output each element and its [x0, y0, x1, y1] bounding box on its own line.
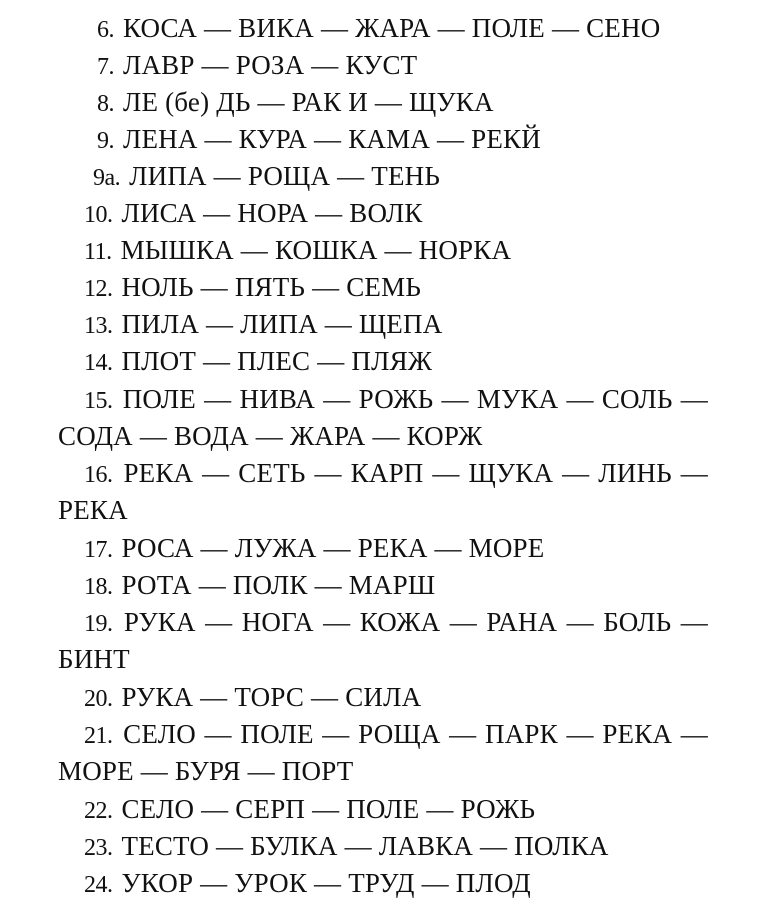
item-words: РОСА — ЛУЖА — РЕКА — МОРЕ: [121, 533, 545, 563]
item-number: 15.: [84, 388, 113, 414]
item-number: 23.: [84, 835, 113, 861]
item-words: НОЛЬ — ПЯТЬ — СЕМЬ: [121, 272, 422, 302]
item-number: 7.: [97, 54, 114, 80]
list-item-continuation: БИНТ: [58, 644, 130, 674]
list-item-continuation: СОДА — ВОДА — ЖАРА — КОРЖ: [58, 421, 483, 451]
list-item: [84, 867, 531, 901]
item-words: ТЕСТО — БУЛКА — ЛАВКА — ПОЛКА: [121, 831, 609, 861]
item-words: МЫШКА — КОШКА — НОРКА: [120, 235, 512, 265]
list-item: [97, 12, 660, 46]
item-number: 18.: [84, 574, 113, 600]
list-item: [84, 345, 432, 379]
item-words: СЕЛО — СЕРП — ПОЛЕ — РОЖЬ: [121, 794, 536, 824]
item-words: СЕЛО — ПОЛЕ — РОЩА — ПАРК — РЕКА —: [123, 719, 708, 749]
item-number: 20.: [84, 686, 113, 712]
list-item-continuation: МОРЕ — БУРЯ — ПОРТ: [58, 756, 354, 786]
item-number: 21.: [84, 723, 113, 749]
item-number: 6.: [97, 17, 114, 43]
item-number: 14.: [84, 350, 113, 376]
list-item: [84, 308, 442, 342]
list-item-continuation: РЕКА: [58, 495, 128, 525]
item-number: 8.: [97, 91, 114, 117]
item-words: ЛАВР — РОЗА — КУСТ: [122, 50, 418, 80]
item-words: РОТА — ПОЛК — МАРШ: [121, 570, 436, 600]
item-number: 19.: [84, 611, 113, 637]
list-item: [84, 681, 421, 715]
list-item: [93, 160, 440, 194]
list-item: [84, 606, 708, 640]
item-words: РЕКА — СЕТЬ — КАРП — ЩУКА — ЛИНЬ —: [123, 458, 709, 488]
list-item: [84, 234, 511, 268]
item-words: ЛИПА — РОЩА — ТЕНЬ: [129, 161, 441, 191]
item-words: ПЛОТ — ПЛЕС — ПЛЯЖ: [121, 346, 433, 376]
list-item: [84, 457, 708, 491]
list-item: [84, 830, 609, 864]
item-words: РУКА — НОГА — КОЖА — РАНА — БОЛЬ —: [123, 607, 708, 637]
item-number: 11.: [84, 239, 112, 265]
item-words: ПИЛА — ЛИПА — ЩЕПА: [121, 309, 443, 339]
item-number: 9.: [97, 128, 114, 154]
item-number: 22.: [84, 798, 113, 824]
list-item: [84, 383, 708, 417]
item-number: 17.: [84, 537, 113, 563]
item-number: 10.: [84, 202, 113, 228]
item-number: 12.: [84, 276, 113, 302]
item-number: 13.: [84, 313, 113, 339]
item-number: 9а.: [93, 165, 121, 191]
item-words: УКОР — УРОК — ТРУД — ПЛОД: [121, 868, 531, 898]
item-number: 16.: [84, 462, 113, 488]
item-words: ПОЛЕ — НИВА — РОЖЬ — МУКА — СОЛЬ —: [122, 384, 709, 414]
list-item: [84, 793, 535, 827]
list-item: [84, 718, 708, 752]
list-item: [97, 123, 541, 157]
item-words: ЛЕ (бе) ДЬ — РАК И — ЩУКА: [122, 87, 494, 117]
list-item: [84, 532, 544, 566]
list-item: [97, 86, 494, 120]
list-item: [84, 569, 435, 603]
list-item: [97, 49, 417, 83]
item-words: РУКА — ТОРС — СИЛА: [121, 682, 422, 712]
list-item: [84, 271, 421, 305]
list-item: [84, 197, 423, 231]
item-number: 24.: [84, 872, 113, 898]
item-words: КОСА — ВИКА — ЖАРА — ПОЛЕ — СЕНО: [122, 13, 661, 43]
item-words: ЛИСА — НОРА — ВОЛК: [121, 198, 423, 228]
item-words: ЛЕНА — КУРА — КАМА — РЕКЙ: [122, 124, 541, 154]
